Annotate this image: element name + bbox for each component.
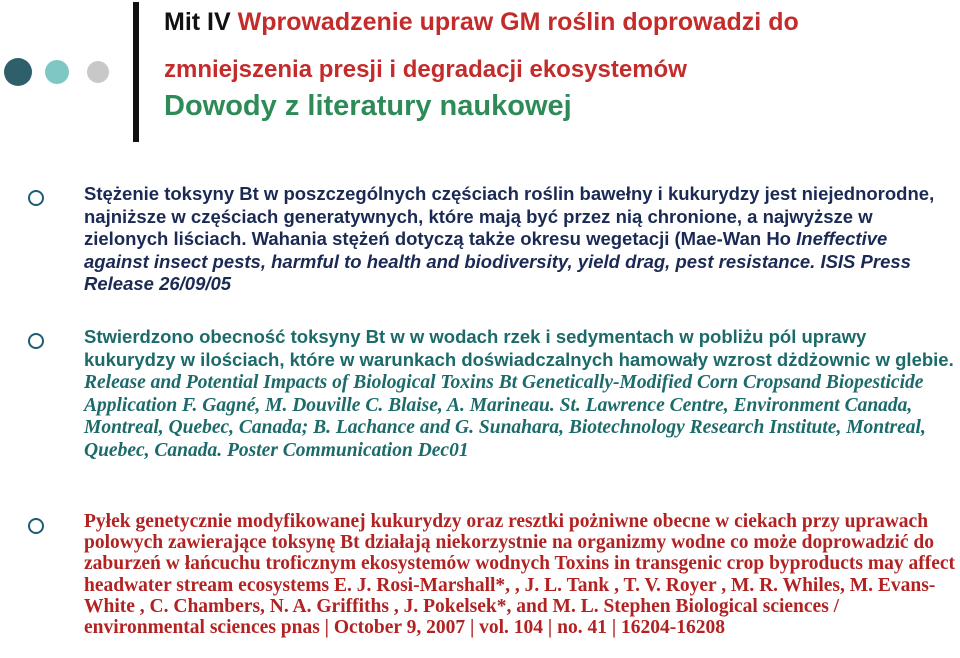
slide-title-line-1	[164, 8, 799, 37]
item-3-citation: Toxins in transgenic crop byproducts may affect headwater stream ecosystems E. J. Rosi-Marshall*, , J. L. Tank , T. V. Royer , M. R. Whiles, M. Evans-White , C. Chambers, N. A. Griffiths , J. Pokelsek*, and M. L. Stephen Biological sciences / environmental sciences pnas | October 9, 2007 | vol. 104 | no. 41 | 16204-16208	[84, 553, 956, 639]
list-item-1	[84, 183, 956, 296]
item-3-text-pl: Pyłek genetycznie modyfikowanej kukurydzy oraz resztki pożniwne obecne w ciekach przy uprawach polowych zawierające toksynę Bt działają niekorzystnie na organizmy wodne co może doprowadzić do zaburzeń w łańcuchu troficznym ekosystemów wodnych	[84, 511, 934, 575]
hollow-circle-bullet-icon	[28, 518, 44, 534]
list-item-2	[84, 326, 956, 461]
decor-dot-light	[87, 61, 109, 83]
decor-dot-dark	[4, 58, 32, 86]
hollow-circle-bullet-icon	[28, 190, 44, 206]
title-divider-bar	[133, 2, 139, 142]
item-2-text: Stwierdzono obecność toksyny Bt w w wodach rzek i sedymentach w pobliżu pól uprawy kukurydzy w ilościach, które w warunkach doświadczalnych hamowały wzrost dżdżownic w glebie.	[84, 326, 954, 370]
title-red-1: Wprowadzenie upraw GM roślin doprowadzi do	[237, 8, 799, 36]
decor-dot-mid	[45, 60, 69, 84]
title-prefix: Mit IV	[164, 8, 238, 36]
title-red-2: zmniejszenia presji i degradacji ekosystemów	[164, 56, 687, 83]
list-item-3	[84, 511, 956, 638]
item-1-citation: Ineffective against insect pests, harmful to health and biodiversity, yield drag, pest resistance. ISIS Press Release 26/09/05	[84, 228, 911, 294]
hollow-circle-bullet-icon	[28, 333, 44, 349]
slide-subtitle: Dowody z literatury naukowej	[164, 90, 572, 122]
item-1-text: Stężenie toksyny Bt w poszczególnych częściach roślin bawełny i kukurydzy jest niejednorodne, najniższe w częściach generatywnych, które mają być przez nią chronione, a najwyższe w zielonych liściach. Wahania stężeń dotyczą także okresu wegetacji (Mae-Wan Ho	[84, 183, 935, 249]
item-2-citation: Release and Potential Impacts of Biological Toxins Bt Genetically-Modified Corn Cropsand Biopesticide Application F. Gagné, M. Douville C. Blaise, A. Marineau. St. Lawrence Centre, Environment Canada, Montreal, Quebec, Canada; B. Lachance and G. Sunahara, Biotechnology Research Institute, Montreal, Quebec, Canada. Poster Communication Dec01	[84, 372, 926, 461]
